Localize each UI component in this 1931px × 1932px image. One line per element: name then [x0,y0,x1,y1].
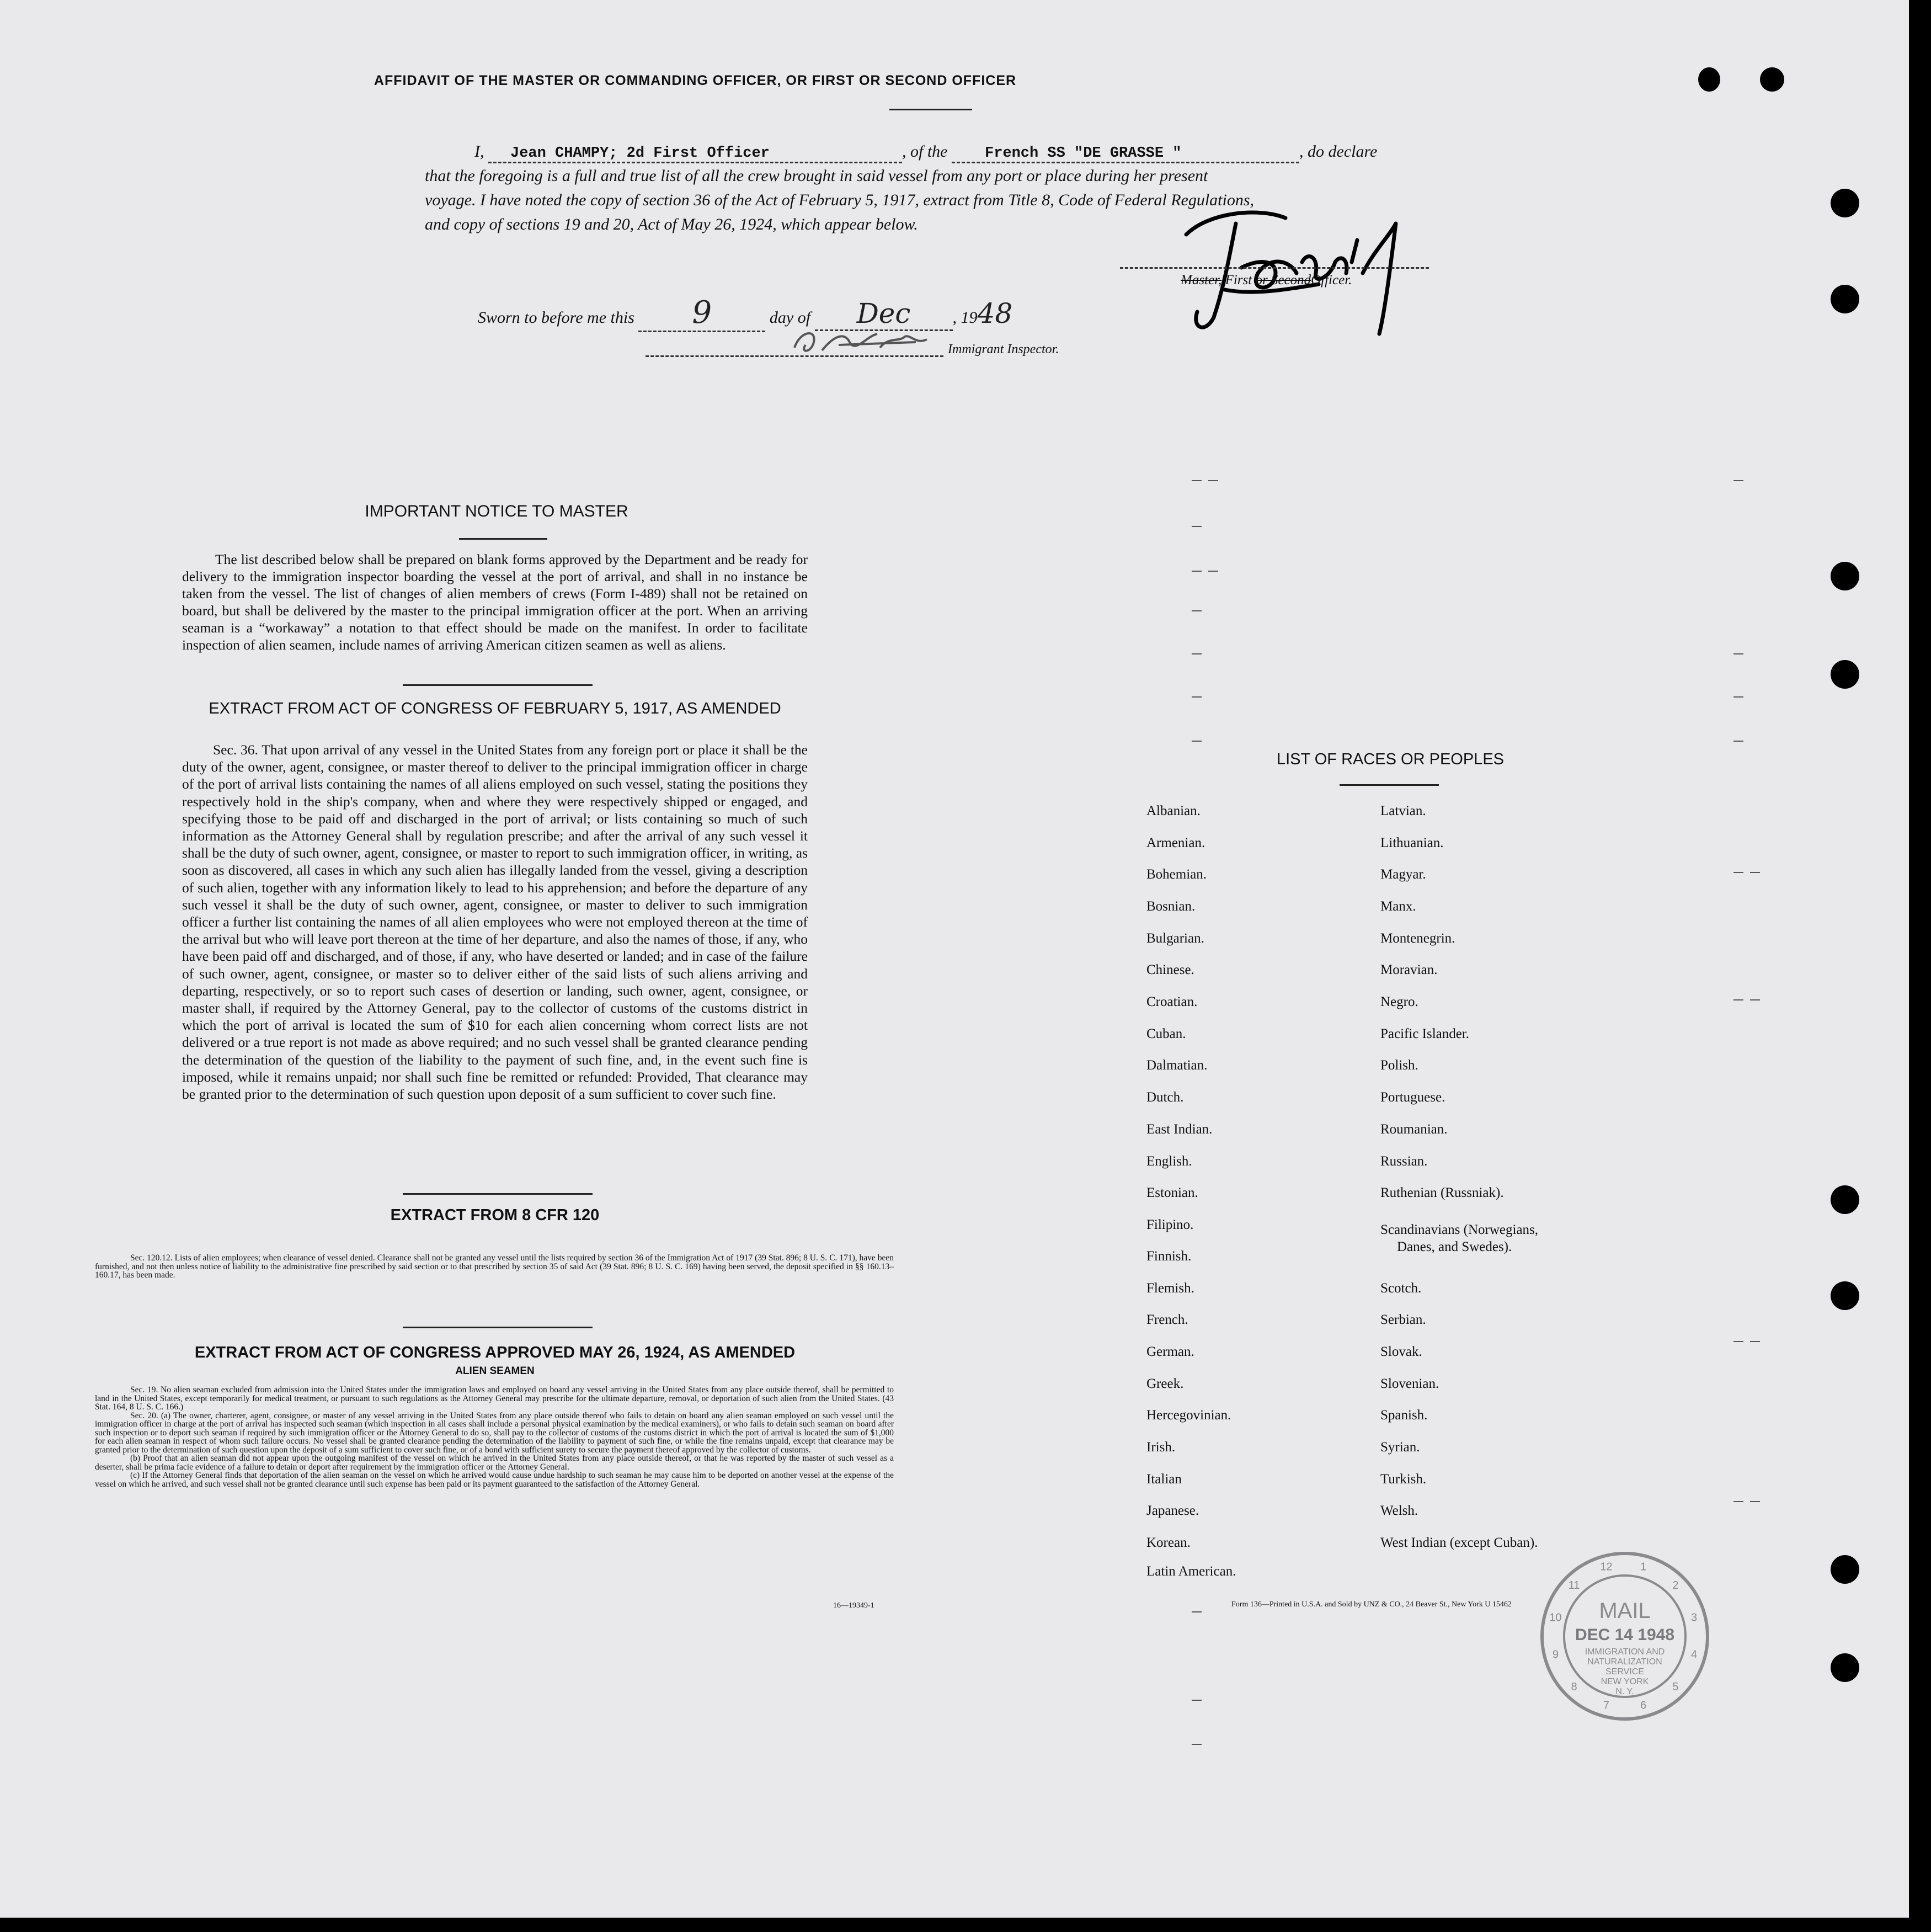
officer-caption: Master, First or SecondOfficer. [1181,273,1352,288]
punch-hole [1831,1555,1859,1584]
race-item: Polish. [1380,1058,1418,1073]
stamp-date: DEC 14 1948 [1575,1626,1675,1644]
tick-mark [1192,1744,1202,1745]
race-item: Slovenian. [1380,1376,1439,1391]
declaration-line-2: that the foregoing is a full and true list of all the crew brought in said vessel from any port or place during her present [425,167,1208,185]
race-item: Pacific Islander. [1380,1026,1470,1041]
stamp-ring-number: 10 [1549,1611,1562,1624]
notice-heading: IMPORTANT NOTICE TO MASTER [365,502,628,520]
race-item: Chinese. [1146,962,1194,977]
punch-hole [1760,67,1784,92]
tick-mark [1733,1501,1743,1502]
alien-seamen-subheading: ALIEN SEAMEN [455,1365,535,1377]
stamp-ring-number: 6 [1640,1699,1647,1712]
section-rule [403,1193,593,1195]
race-item: Danes, and Swedes). [1397,1239,1512,1254]
tick-mark [1208,480,1218,481]
race-item: Latvian. [1380,803,1426,818]
race-item: Finnish. [1146,1249,1192,1264]
race-item: Japanese. [1146,1503,1199,1518]
stamp-ring-number: 4 [1691,1648,1698,1661]
race-item: Croatian. [1146,994,1198,1009]
races-heading: LIST OF RACES OR PEOPLES [1276,751,1505,768]
race-item: Roumanian. [1380,1122,1448,1137]
sworn-line: Sworn to before me this 9 day of Dec , 1948 [478,295,1012,332]
declaration-line-1: I, Jean CHAMPY; 2d First Officer , of the French SS "DE GRASSE " , do declare [474,142,1377,163]
inspector-caption: Immigrant Inspector. [948,342,1059,356]
stamp-ring-number: 1 [1640,1561,1647,1573]
section-rule [403,684,593,686]
stamp-line: SERVICE [1605,1667,1644,1676]
race-item: Magyar. [1380,867,1426,882]
race-item: Hercegovinian. [1146,1408,1231,1423]
cfr-heading: EXTRACT FROM 8 CFR 120 [390,1206,600,1224]
tick-mark [1733,999,1743,1000]
race-item: Italian [1146,1472,1182,1487]
race-item: Bulgarian. [1146,931,1204,946]
race-item: Albanian. [1146,803,1201,818]
stamp-line: NEW YORK [1601,1677,1649,1686]
stamp-line: IMMIGRATION AND [1585,1647,1665,1657]
extract-1917-heading: EXTRACT FROM ACT OF CONGRESS OF FEBRUARY 5, 1917, AS AMENDED [209,700,781,717]
race-item: English. [1146,1154,1192,1169]
race-item: Armenian. [1146,835,1205,850]
tick-mark [1750,1341,1760,1342]
punch-hole [1831,1281,1859,1310]
race-item: Korean. [1146,1535,1191,1550]
stamp-word: MAIL [1599,1599,1651,1623]
sworn-month: Dec [856,297,911,329]
tick-mark [1733,1341,1743,1342]
race-item: Irish. [1146,1440,1176,1455]
tick-mark [1192,653,1202,654]
signature-line [1120,267,1429,269]
punch-hole [1831,189,1859,217]
race-item: Scandinavians (Norwegians, [1380,1222,1539,1237]
race-item: Greek. [1146,1376,1184,1391]
tick-mark [1192,1611,1202,1612]
race-item: Bohemian. [1146,867,1207,882]
tick-mark [1192,571,1202,572]
form-code: 16—19349-1 [833,1601,874,1610]
tick-mark [1208,571,1218,572]
declaration-line-3: voyage. I have noted the copy of section 36 of the Act of February 5, 1917, extract from Title 8, Code of Federal Regulations, [425,191,1255,209]
section-rule [403,1327,593,1328]
tick-mark [1733,741,1743,742]
race-item: Russian. [1380,1154,1428,1169]
tick-mark [1733,653,1743,654]
sworn-day: 9 [692,295,712,331]
races-rule [1340,784,1439,786]
tick-mark [1192,610,1202,611]
stamp-ring-number: 11 [1568,1579,1580,1592]
race-item: Cuban. [1146,1026,1186,1041]
punch-hole [1831,660,1859,689]
tick-mark [1192,480,1202,481]
race-item: West Indian (except Cuban). [1380,1535,1538,1550]
extract-1924-heading: EXTRACT FROM ACT OF CONGRESS APPROVED MAY 26, 1924, AS AMENDED [194,1344,796,1361]
race-item: Serbian. [1380,1312,1426,1327]
race-item: Syrian. [1380,1440,1420,1455]
tick-mark [1192,741,1202,742]
sworn-year: 48 [977,297,1013,329]
race-item: Manx. [1380,899,1416,914]
race-item: Scotch. [1380,1281,1422,1296]
race-item: French. [1146,1312,1188,1327]
receiving-stamp [1539,1551,1710,1722]
stamp-line: NATURALIZATION [1587,1657,1662,1667]
printer-imprint: Form 136—Printed in U.S.A. and Sold by UNZ & CO., 24 Beaver St., New York U 15462 [1231,1600,1512,1609]
race-item: German. [1146,1344,1194,1359]
inspector-line [646,355,943,357]
notice-text: The list described below shall be prepared on blank forms approved by the Department and be ready for delivery to the immigration inspector boarding the vessel at the port of arrival, and shall in no instance be taken from the vessel. The list of changes of alien members of crews (Form I-489) shall not be retained on board, but shall be delivered by the master to the principal immigration officer at the port. When an arriving seaman is a “workaway” a notation to that effect should be made on the manifest. In order to facilitate inspection of alien seamen, include names of arriving American citizen seamen as well as aliens. [182,551,808,653]
extract-1917-text: Sec. 36. That upon arrival of any vessel in the United States from any foreign port or place it shall be the duty of the owner, agent, consignee, or master thereof to deliver to the principal immigration officer in charge of the port of arrival lists containing the names of all aliens employed on such vessel, stating the positions they respectively hold in the ship's company, when and where they were respectively shipped or engaged, and specifying those to be paid off and discharged in the port of arrival; or lists containing so much of such information as the Attorney General shall by regulation prescribe; and after the arrival of any such vessel it shall be the duty of such owner, agent, consignee, or master to report to such immigration officer, in writing, as soon as discovered, all cases in which any such alien has illegally landed from the vessel, giving a description of such alien, together with any information likely to lead to his apprehension; and before the departure of any such vessel it shall be the duty of such owner, agent, consignee, or master to deliver to such immigration officer a further list containing the names of all alien employees who were not employed thereon at the time of the arrival but who will leave port thereon at the time of her departure, and also the names of those, if any, who have been paid off and discharged, and of those, if any, who have deserted or landed; and in case of the failure of such owner, agent, consignee, or master so to deliver either of the said lists of such aliens arriving and departing, respectively, or so to report such cases of desertion or landing, such owner, agent, consignee, or master shall, if required by the Attorney General, pay to the collector of customs of the customs district in which the port of arrival is located the sum of $10 for each alien concerning whom correct lists are not delivered or a true report is not made as above required; and no such vessel shall be granted clearance pending the determination of the question of the liability to the payment of such fine, and, in the event such fine is imposed, while it remains unpaid; nor shall such fine be remitted or refunded: Provided, That clearance may be granted prior to the determination of such question upon deposit of a sum sufficient to cover such fine. [182,742,808,1103]
stamp-ring-number: 9 [1552,1648,1559,1661]
race-item: Montenegrin. [1380,931,1455,946]
race-item: East Indian. [1146,1122,1213,1137]
vessel-name: French SS "DE GRASSE " [985,145,1182,162]
race-item: Dalmatian. [1146,1058,1208,1073]
tick-mark [1192,526,1202,527]
stamp-ring-number: 3 [1691,1611,1698,1624]
race-item: Portuguese. [1380,1090,1445,1105]
stamp-line: N. Y. [1615,1687,1634,1696]
race-item: Lithuanian. [1380,835,1444,850]
race-item: Filipino. [1146,1217,1194,1232]
race-item: Slovak. [1380,1344,1422,1359]
officer-signature [1153,201,1407,339]
tick-mark [1192,1700,1202,1701]
race-item: Negro. [1380,994,1418,1009]
race-item: Spanish. [1380,1408,1428,1423]
declarant-name: Jean CHAMPY; 2d First Officer [510,145,770,162]
race-item: Estonian. [1146,1185,1198,1200]
race-item: Turkish. [1380,1472,1427,1487]
declaration-line-4: and copy of sections 19 and 20, Act of May 26, 1924, which appear below. [425,215,918,233]
tick-mark [1750,872,1760,873]
punch-hole [1831,562,1859,590]
affidavit-title: AFFIDAVIT OF THE MASTER OR COMMANDING OFFICER, OR FIRST OR SECOND OFFICER [374,73,1017,88]
stamp-ring-number: 7 [1603,1699,1609,1712]
stamp-ring-number: 5 [1672,1680,1679,1693]
race-item: Flemish. [1146,1281,1194,1296]
race-item: Dutch. [1146,1090,1184,1105]
inspector-signature [783,320,949,364]
stamp-ring-number: 12 [1600,1561,1613,1573]
notice-rule [459,538,547,540]
tick-mark [1733,696,1743,698]
tick-mark [1733,480,1743,481]
tick-mark [1750,1501,1760,1502]
punch-hole [1831,1653,1859,1682]
title-rule [889,109,972,110]
stamp-ring-number: 2 [1672,1579,1679,1592]
punch-hole [1698,67,1720,92]
race-item: Latin American. [1146,1564,1236,1579]
stamp-ring-number: 8 [1571,1680,1577,1693]
race-item: Ruthenian (Russniak). [1380,1185,1504,1200]
race-item: Welsh. [1380,1503,1418,1518]
punch-hole [1831,1185,1859,1214]
race-item: Moravian. [1380,962,1438,977]
punch-hole [1831,285,1859,313]
race-item: Bosnian. [1146,899,1196,914]
tick-mark [1192,696,1202,698]
extract-1924-text: Sec. 19. No alien seaman excluded from admission into the United States under the immigration laws and employed on board any vessel arriving in the United States from any place outside thereof, shall be permitted to land in the United States, except temporarily for medical treatment, or pursuant to such regulations as the Attorney General may prescribe for the ultimate departure, removal, or deportation of such alien from the United States. (43 Stat. 164, 8 U. S. C. 166.) Sec. 20. (a) The owner, charterer, agent, consignee, or master of any vessel arriving in the United States from any place outside thereof who fails to detain on board any alien seaman employed on such vessel until the immigration officer in charge at the port of arrival has inspected such seaman (which inspection in all cases shall include a personal physical examination by the medical examiners), or who fails to detain such seaman on board after such inspection or to deport such seaman if required by such immigration officer or the Attorney General to do so, shall pay to the collector of customs of the customs district in which the port of arrival is located the sum of $1,000 for each alien seaman in respect of whom such failure occurs. No vessel shall be granted clearance pending the determination of the liability to payment of such fine, or while the fine remains unpaid, except that clearance may be granted prior to the determination of such question upon the deposit of a sum sufficient to cover such fine, or of a bond with sufficient surety to secure the payment thereof approved by the collector of customs. (b) Proof that an alien seaman did not appear upon the outgoing manifest of the vessel on which he arrived in the United States from any place outside thereof, or that he was reported by the master of such vessel as a deserter, shall be prima facie evidence of a failure to detain or deport after requirement by the immigration officer or the Attorney General. (c) If the Attorney General finds that deportation of the alien seaman on the vessel on which he arrived would cause undue hardship to such seaman he may cause him to be deported on another vessel at the expense of the vessel on which he arrived, and such vessel shall not be granted clearance until such expense has been paid or its payment guaranteed to the satisfaction of the Attorney General. [95,1385,894,1489]
tick-mark [1733,872,1743,873]
tick-mark [1750,999,1760,1000]
cfr-text: Sec. 120.12. Lists of alien employees; when clearance of vessel denied. Clearance shall not be granted any vessel until the lists required by section 36 of the Immigration Act of 1917 (39 Stat. 896; 8 U. S. C. 171), have been furnished, and not then unless notice of liability to the administrative fine prescribed by said section or to that prescribed by section 35 of said Act (39 Stat. 896; 8 U. S. C. 169) having been served, the deposit specified in §§ 160.13–160.17, has been made. [95,1253,894,1280]
